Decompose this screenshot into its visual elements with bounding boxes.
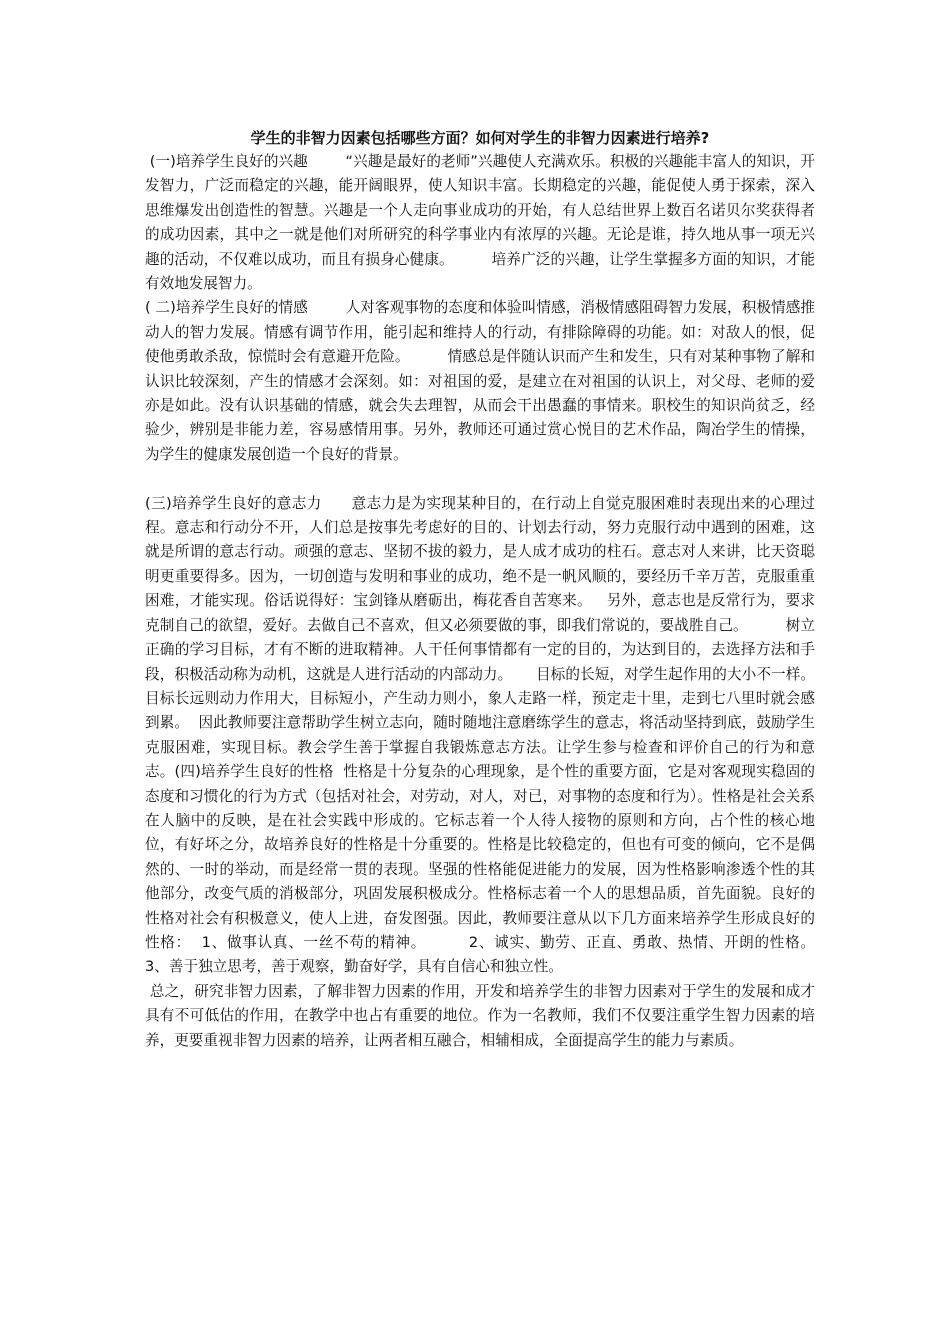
blank-line	[145, 467, 815, 491]
paragraph-emotion: ( 二)培养学生良好的情感 人对客观事物的态度和体验叫情感，消极情感阻碍智力发展，积极情感推动人的智力发展。情感有调节作用，能引起和维持人的行动，有排除障碍的功能。如：对敌人的恨，促使他勇敢杀敌，惊慌时会有意避开危险。 情感总是伴随认识而产生和发生，只有对某种事物了解和认识比较深刻，产生的情感才会深刻。如：对祖国的爱，是建立在对祖国的认识上，对父母、老师的爱亦是如此。没有认识基础的情感，就会失去理智，从而会干出愚蠢的事情来。职校生的知识尚贫乏，经验少，辨别是非能力差，容易感情用事。另外，教师还可通过赏心悦目的艺术作品，陶冶学生的情操，为学生的健康发展创造一个良好的背景。	[145, 299, 815, 463]
document-title: 学生的非智力因素包括哪些方面？如何对学生的非智力因素进行培养?	[250, 129, 710, 147]
paragraph-will-and-character: (三)培养学生良好的意志力 意志力是为实现某种目的，在行动上自觉克服困难时表现出来的心理过程。意志和行动分不开，人们总是按事先考虑好的目的、计划去行动，努力克服行动中遇到的困难，这就是所谓的意志行动。顽强的意志、坚韧不拔的毅力，是人成才成功的柱石。意志对人来讲，比天资聪明更重要得多。因为，一切创造与发明和事业的成功，绝不是一帆风顺的，要经历千辛万苦，克服重重困难，才能实现。俗话说得好：宝剑锋从磨砺出，梅花香自苦寒来。 另外，意志也是反常行为，要求克制自己的欲望，爱好。去做自己不喜欢，但又必须要做的事，即我们常说的，要战胜自己。 树立正确的学习目标，才有不断的进取精神。人干任何事情都有一定的目的，为达到目的，去选择方法和手段，积极活动称为动机，这就是人进行活动的内部动力。 目标的长短，对学生起作用的大小不一样。目标长远则动力作用大，目标短小，产生动力则小，象人走路一样，预定走十里，走到七八里时就会感到累。 因此教师要注意帮助学生树立志向，随时随地注意磨练学生的意志，将活动坚持到底，鼓励学生克服困难，实现目标。教会学生善于掌握自我锻炼意志方法。让学生参与检查和评价自己的行为和意志。(四)培养学生良好的性格 性格是十分复杂的心理现象，是个性的重要方面，它是对客观现实稳固的态度和习惯化的行为方式（包括对社会，对劳动，对人，对已，对事物的态度和行为）。性格是社会关系在人脑中的反映，是在社会实践中形成的。它标志着一个人待人接物的原则和方向，占个性的核心地位，有好坏之分，故培养良好的性格是十分重要的。性格是比较稳定的，但也有可变的倾向，它不是偶然的、一时的举动，而是经常一贯的表现。坚强的性格能促进能力的发展，因为性格影响渗透个性的其他部分，改变气质的消极部分，巩固发展积极成分。性格标志着一个人的思想品质，首先面貌。良好的性格对社会有积极意义，使人上进，奋发图强。因此，教师要注意从以下几方面来培养学生形成良好的性格： 1、做事认真、一丝不苟的精神。 2、诚实、勤劳、正直、勇敢、热情、开朗的性格。 3、善于独立思考，善于观察，勤奋好学，具有自信心和独立性。	[145, 494, 853, 976]
document-body	[145, 150, 853, 1053]
paragraph-conclusion: 总之，研究非智力因素，了解非智力因素的作用，开发和培养学生的非智力因素对于学生的发展和成才具有不可低估的作用，在教学中也占有重要的地位。作为一名教师，我们不仅要注重学生智力因素的培养，更要重视非智力因素的培养，让两者相互融合，相辅相成，全面提高学生的能力与素质。	[145, 982, 815, 1049]
paragraph-interest: (一)培养学生良好的兴趣 “兴趣是最好的老师”兴趣使人充满欢乐。积极的兴趣能丰富人的知识，开发智力，广泛而稳定的兴趣，能开阔眼界，使人知识丰富。长期稳定的兴趣，能促使人勇于探索，深入思维爆发出创造性的智慧。兴趣是一个人走向事业成功的开始，有人总结世界上数百名诺贝尔奖获得者的成功因素，其中之一就是他们对所研究的科学事业内有浓厚的兴趣。无论是谁，持久地从事一项无兴趣的活动，不仅难以成功，而且有损身心健康。 培养广泛的兴趣，让学生掌握多方面的知识，才能有效地发展智力。	[145, 153, 815, 293]
